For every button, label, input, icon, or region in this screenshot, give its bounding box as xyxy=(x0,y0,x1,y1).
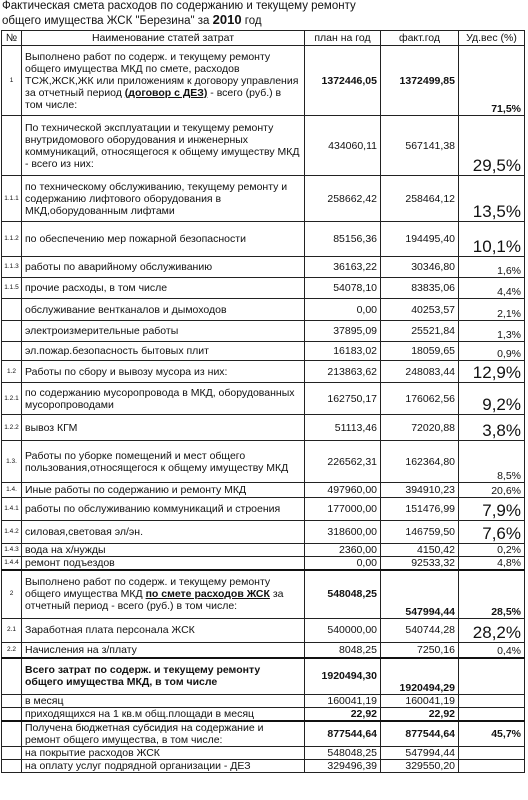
row-plan: 540000,00 xyxy=(305,618,381,642)
row-plan: 54078,10 xyxy=(305,278,381,299)
header-plan: план на год xyxy=(305,31,381,46)
totals-sqm-fact: 22,92 xyxy=(381,707,459,721)
row-name: Работы по сбору и вывозу мусора из них: xyxy=(22,361,305,383)
subsidy-row-1 xyxy=(2,747,525,760)
row-fact: 30346,80 xyxy=(381,257,459,278)
row-weight: 28,2% xyxy=(459,618,525,642)
row-fact: 540744,28 xyxy=(381,618,459,642)
row-plan: 16183,02 xyxy=(305,342,381,361)
row-name: электроизмерительные работы xyxy=(22,321,305,342)
row-weight: 0,2% xyxy=(459,544,525,557)
row-weight: 4,8% xyxy=(459,557,525,571)
subsidy-name: Получена бюджетная субсидия на содержание и ремонт общего имущества, в том числе: xyxy=(22,721,305,747)
row-name: силовая,световая эл/эн. xyxy=(22,521,305,544)
row-weight: 4,4% xyxy=(459,278,525,299)
totals-sqm-row xyxy=(2,707,525,721)
table-row: 2.1 Заработная плата персонала ЖСК 540000,00 540744,28 28,2% xyxy=(2,618,525,642)
row-name: обслуживание вентканалов и дымоходов xyxy=(22,299,305,321)
row-plan: 85156,36 xyxy=(305,222,381,257)
table-row: 1.2.2 вывоз КГМ 51113,46 72020,88 3,8% xyxy=(2,415,525,441)
row-plan: 0,00 xyxy=(305,557,381,571)
row-plan: 497960,00 xyxy=(305,483,381,498)
row-name: По технической эксплуатации и текущему ремонту внутридомового оборудования и инженерных коммуникаций, относящегося к общему имуществу МКД - всего из них: xyxy=(22,116,305,176)
subsidy-fact: 877544,64 xyxy=(381,721,459,747)
table-row: 1.1.5 прочие расходы, в том числе 54078,10 83835,06 4,4% xyxy=(2,278,525,299)
row-fact: 92533,32 xyxy=(381,557,459,571)
row-fact: 258464,12 xyxy=(381,176,459,222)
table-row xyxy=(2,46,525,116)
table-row: 1.4.4 ремонт подъездов 0,00 92533,32 4,8% xyxy=(2,557,525,571)
table-row: 1.1.3 работы по аварийному обслуживанию 36163,22 30346,80 1,6% xyxy=(2,257,525,278)
table-row: 1.2 Работы по сбору и вывозу мусора из них: 213863,62 248083,44 12,9% xyxy=(2,361,525,383)
header-num: № xyxy=(2,31,22,46)
document-title xyxy=(2,0,522,28)
row-name: по содержанию мусоропровода в МКД, оборудованных мусоропроводами xyxy=(22,383,305,415)
row-weight: 12,9% xyxy=(459,361,525,383)
row-name: Выполнено работ по содерж. и текущему ремонту общего имущества МКД по смете, расходов ТСЖ,ЖСК,ЖК или приложениям к договору управления за отчетный период (договор с ДЕЗ) - всего (руб.) в том числе: xyxy=(22,46,305,116)
table-row xyxy=(2,342,525,361)
subsidy-r1-fact: 547994,44 xyxy=(381,747,459,760)
row-fact: 567141,38 xyxy=(381,116,459,176)
row-weight: 10,1% xyxy=(459,222,525,257)
subsidy-r2-name: на оплату услуг подрядной организации - ДЕЗ xyxy=(22,760,305,773)
row-weight: 9,2% xyxy=(459,383,525,415)
row-plan: 8048,25 xyxy=(305,642,381,658)
row-fact: 72020,88 xyxy=(381,415,459,441)
subsidy-r2-fact: 329550,20 xyxy=(381,760,459,773)
row-fact: 248083,44 xyxy=(381,361,459,383)
row-name: по обеспечению мер пожарной безопасности xyxy=(22,222,305,257)
row-plan: 258662,42 xyxy=(305,176,381,222)
totals-month-plan: 160041,19 xyxy=(305,694,381,707)
header-fact: факт.год xyxy=(381,31,459,46)
table-row: 1.4.3 вода на х/нужды 2360,00 4150,42 0,2% xyxy=(2,544,525,557)
row-name: работы по обслуживанию коммуникаций и строения xyxy=(22,498,305,521)
table-row xyxy=(2,116,525,176)
row-plan: 177000,00 xyxy=(305,498,381,521)
table-row: 2 Выполнено работ по содерж. и текущему ремонту общего имущества МКД по смете расходов ЖСК за отчетный период - всего (руб.) в том числе: 548048,25 547994,44 28,5% xyxy=(2,570,525,618)
row-plan: 37895,09 xyxy=(305,321,381,342)
subsidy-plan: 877544,64 xyxy=(305,721,381,747)
row-fact: 18059,65 xyxy=(381,342,459,361)
row-fact: 40253,57 xyxy=(381,299,459,321)
row-weight: 71,5% xyxy=(459,46,525,116)
row-plan: 36163,22 xyxy=(305,257,381,278)
subsidy-weight: 45,7% xyxy=(459,721,525,747)
row-plan: 2360,00 xyxy=(305,544,381,557)
row-name: Начисления на з/плату xyxy=(22,642,305,658)
table-row xyxy=(2,299,525,321)
subsidy-row xyxy=(2,721,525,747)
row-weight: 20,6% xyxy=(459,483,525,498)
row-plan: 51113,46 xyxy=(305,415,381,441)
table-row xyxy=(2,321,525,342)
totals-month-row xyxy=(2,694,525,707)
row-name: Заработная плата персонала ЖСК xyxy=(22,618,305,642)
row-fact: 547994,44 xyxy=(381,570,459,618)
row-weight: 8,5% xyxy=(459,441,525,483)
row-weight: 29,5% xyxy=(459,116,525,176)
row-plan: 0,00 xyxy=(305,299,381,321)
row-name: Иные работы по содержанию и ремонту МКД xyxy=(22,483,305,498)
title-line-2: общего имущества ЖСК "Березина" за 2010 год xyxy=(2,12,262,27)
header-name: Наименование статей затрат xyxy=(22,31,305,46)
row-plan: 162750,17 xyxy=(305,383,381,415)
totals-sqm-plan: 22,92 xyxy=(305,707,381,721)
totals-month-name: в месяц xyxy=(22,694,305,707)
totals-sqm-name: приходящихся на 1 кв.м общ.площади в месяц xyxy=(22,707,305,721)
totals-fact: 1920494,29 xyxy=(381,658,459,694)
row-fact: 83835,06 xyxy=(381,278,459,299)
table-row: 1.3. Работы по уборке помещений и мест общего пользования,относящегося к общему имуществу МКД 226562,31 162364,80 8,5% xyxy=(2,441,525,483)
row-plan: 434060,11 xyxy=(305,116,381,176)
subsidy-r2-plan: 329496,39 xyxy=(305,760,381,773)
subsidy-r1-name: на покрытие расходов ЖСК xyxy=(22,747,305,760)
row-name: Работы по уборке помещений и мест общего пользования,относящегося к общему имуществу МКД xyxy=(22,441,305,483)
row-weight: 0,4% xyxy=(459,642,525,658)
totals-plan: 1920494,30 xyxy=(305,658,381,694)
row-name: ремонт подъездов xyxy=(22,557,305,571)
header-weight: Уд.вес (%) xyxy=(459,31,525,46)
row-fact: 194495,40 xyxy=(381,222,459,257)
table-row: 1.4.1 работы по обслуживанию коммуникаций и строения 177000,00 151476,99 7,9% xyxy=(2,498,525,521)
row-name: прочие расходы, в том числе xyxy=(22,278,305,299)
row-weight: 2,1% xyxy=(459,299,525,321)
row-plan: 1372446,05 xyxy=(305,46,381,116)
totals-name: Всего затрат по содерж. и текущему ремонту общего имущества МКД, в том числе xyxy=(22,658,305,694)
row-fact: 151476,99 xyxy=(381,498,459,521)
row-plan: 548048,25 xyxy=(305,570,381,618)
title-year: 2010 xyxy=(212,12,242,27)
row-weight: 13,5% xyxy=(459,176,525,222)
row-name: Выполнено работ по содерж. и текущему ремонту общего имущества МКД по смете расходов ЖСК за отчетный период - всего (руб.) в том числе: xyxy=(22,570,305,618)
table-row: 1.1.1 по техническому обслуживанию, текущему ремонту и содержанию лифтового оборудования в МКД,оборудованным лифтами 258662,42 258464,12 13,5% xyxy=(2,176,525,222)
totals-month-fact: 160041,19 xyxy=(381,694,459,707)
row-fact: 7250,16 xyxy=(381,642,459,658)
row-name: работы по аварийному обслуживанию xyxy=(22,257,305,278)
row-weight: 7,9% xyxy=(459,498,525,521)
subsidy-row-2 xyxy=(2,760,525,773)
row-fact: 4150,42 xyxy=(381,544,459,557)
row-plan: 318600,00 xyxy=(305,521,381,544)
table-row: 1.4.2 силовая,световая эл/эн. 318600,00 146759,50 7,6% xyxy=(2,521,525,544)
expense-table xyxy=(1,30,525,773)
row-name: по техническому обслуживанию, текущему ремонту и содержанию лифтового оборудования в МКД,оборудованным лифтами xyxy=(22,176,305,222)
row-name: вывоз КГМ xyxy=(22,415,305,441)
row-plan: 213863,62 xyxy=(305,361,381,383)
table-row: 1.2.1 по содержанию мусоропровода в МКД, оборудованных мусоропроводами 162750,17 176062,56 9,2% xyxy=(2,383,525,415)
table-header-row xyxy=(2,31,525,46)
row-fact: 146759,50 xyxy=(381,521,459,544)
table-row: 1.4. Иные работы по содержанию и ремонту МКД 497960,00 394910,23 20,6% xyxy=(2,483,525,498)
totals-row xyxy=(2,658,525,694)
row-num: 1 xyxy=(2,46,22,116)
row-weight: 0,9% xyxy=(459,342,525,361)
row-weight: 1,6% xyxy=(459,257,525,278)
title-line-1: Фактическая смета расходов по содержанию и текущему ремонту xyxy=(2,0,356,12)
table-row: 1.1.2 по обеспечению мер пожарной безопасности 85156,36 194495,40 10,1% xyxy=(2,222,525,257)
subsidy-r1-plan: 548048,25 xyxy=(305,747,381,760)
row-fact: 394910,23 xyxy=(381,483,459,498)
row-fact: 1372499,85 xyxy=(381,46,459,116)
row-weight: 28,5% xyxy=(459,570,525,618)
row-plan: 226562,31 xyxy=(305,441,381,483)
row-fact: 25521,84 xyxy=(381,321,459,342)
row-weight: 1,3% xyxy=(459,321,525,342)
row-name: эл.пожар.безопасность бытовых плит xyxy=(22,342,305,361)
row-weight: 7,6% xyxy=(459,521,525,544)
row-name: вода на х/нужды xyxy=(22,544,305,557)
row-fact: 162364,80 xyxy=(381,441,459,483)
table-row: 2.2 Начисления на з/плату 8048,25 7250,16 0,4% xyxy=(2,642,525,658)
row-fact: 176062,56 xyxy=(381,383,459,415)
row-weight: 3,8% xyxy=(459,415,525,441)
